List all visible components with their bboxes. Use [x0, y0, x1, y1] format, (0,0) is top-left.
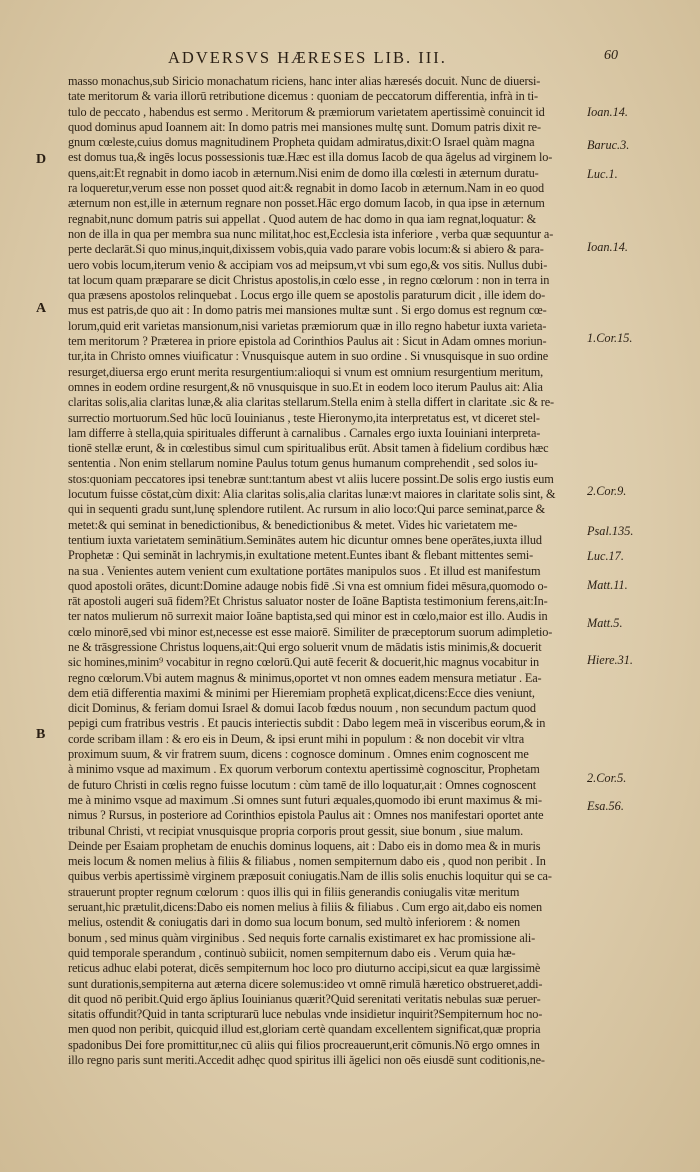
text-line: claritas solis,alia claritas lunæ,& alia claritas stellarum.Stella enim à stella differt in claritate .sic & re- — [68, 395, 554, 410]
text-line: quens,ait:Et regnabit in domo iacob in æternum.Nisi enim de domo illa cœlesti in æternum duratu- — [68, 165, 539, 180]
text-line: regnabit,nunc domum patris sui appellat . Quod autem de hac domo in qua iam regnat,loquatur: & — [68, 211, 537, 226]
text-line: quod dominus apud Ioannem ait: In domo patris mei mansiones multę sunt. Domum patris dixit re- — [68, 119, 541, 134]
text-line: dem etiā differentia maximi & minimi per Hieremiam prophetā explicat,dicens:Ecce dies veniunt, — [68, 685, 535, 700]
section-marker-b: B — [36, 727, 46, 742]
text-line: tat locum quam præparare se dicit Christus apostolis,in cœlo esse , in regno cœlorum : non in terra in — [68, 272, 550, 287]
text-line: strauerunt propter regnum cœlorum : quos illis qui in filiis generandis coniugalis vitæ meritum — [68, 884, 520, 899]
text-line: quibus verbis apertissimè virginem præposuit coniugatis.Nam de illis solis enuchis loquitur qui se ca- — [68, 869, 552, 884]
text-line: rāt apostoli augeri suā fidem?Et Christus saluator noster de Ioāne Baptista testimonium ferens,ait:In- — [68, 594, 548, 609]
body-text — [68, 74, 586, 1068]
text-line: lorum,quid erit varietas mansionum,nisi varietas præmiorum quæ in illo regno habetur iuxta varieta- — [68, 318, 547, 333]
text-line: tem meritorum ? Præterea in priore epistola ad Corinthios Paulus ait : Sicut in Adam omnes moriun- — [68, 334, 547, 349]
section-marker-a: A — [36, 301, 47, 316]
section-marker-d: D — [36, 152, 47, 167]
page-header — [0, 48, 700, 70]
text-line: ra loqueretur,verum esse non posset quod ait:& regnabit in domo Iacob in æternum.Nam in eo quod — [68, 181, 544, 196]
margin-ref-2-cor-5: 2.Cor.5. — [587, 771, 627, 785]
text-line: omnes in eodem ordine resurgent,& nō vnusquisque in suo.Et in eodem loco iterum Paulus ait: Alia — [68, 379, 543, 394]
text-line: perte declarāt.Si quo minus,inquit,dixissem vobis,quia vado parare vobis locum:& si abiero & para- — [68, 242, 544, 257]
margin-ref-baruc-3: Baruc.3. — [587, 138, 630, 152]
margin-ref-psal-135: Psal.135. — [587, 524, 634, 538]
text-line: stos:quoniam peccatores ipsi tenebræ sunt:tantum abest vt aliis lucere possint.De solis ergo iustis eum — [68, 471, 554, 486]
text-line: masso monachus,sub Siricio monachatum riciens, hanc inter alias hæresés docuit. Nunc de diuersi- — [68, 74, 541, 88]
text-line: qua præsens apostolos relinquebat . Locus ergo ille quem se apostolis paraturum dicit , ille idem do- — [68, 288, 546, 303]
text-line: de futuro Christi in cœlis regno fuisse locutum : cùm tamē de illo loquatur,ait : Omnes cognoscent — [68, 777, 537, 792]
text-line: men quod non peribit, quicquid illud est,gloriam certè quandam excellentem significat,quæ propria — [68, 1022, 541, 1037]
text-line: tulo de peccato , habendus est sermo . Meritorum & præmiorum varietatem apertissimè conuincit id — [68, 104, 545, 119]
margin-ref-luc-17: Luc.17. — [587, 549, 624, 563]
text-line: gnum cœleste,cuius domus magnitudinem Propheta quidam admiratus,dixit:O Israel quàm magna — [68, 135, 535, 150]
text-line: nimus ? Rursus, in posteriore ad Corinthios epistola Paulus ait : Omnes nos manifestari oportet ante — [68, 808, 544, 823]
text-line: quid temporale sperandum , continuò subiicit, nomen sempiternum dabo eis . Verum quia hæ- — [68, 945, 516, 960]
text-line: lam differre à stella,quia spirituales differunt à carnalibus . Carnales ergo iuxta Iouiniani interpreta- — [68, 425, 541, 440]
margin-ref-2-cor-9: 2.Cor.9. — [587, 484, 627, 498]
text-line: bonum , sed minus quàm virginibus . Sed nequis forte carnalis existimaret ex hac promissione ali- — [68, 930, 536, 945]
text-line: Prophetæ : Qui seminăt in lachrymis,in exultatione metent.Euntes ibant & flebant mittentes semi- — [68, 548, 534, 563]
text-line: dit quod nō peribit.Quid ergo ăplius Iouinianus quærit?Quid serenitati veritatis nebulas suæ peruer- — [68, 991, 541, 1006]
margin-ref-1-cor-15: 1.Cor.15. — [587, 331, 633, 345]
text-line: metet:& qui seminat in benedictionibus, & benedictionibus & metet. Vides hic varietatem me- — [68, 517, 518, 532]
text-line: sic homines,minim⁹ vocabitur in regno cœlorū.Qui autē fecerit & docuerit,hic magnus vocabitur in — [68, 655, 540, 670]
text-line: tur,ita in Christo omnes viuificatur : Vnusquisque autem in suo ordine . Si vnusquisque in suo ordine — [68, 349, 549, 364]
text-line: non de illa in qua per membra sua nunc militat,hoc est,Ecclesia ista inferiore , verba quæ sequuntur a- — [68, 226, 554, 241]
margin-ref-esa-56: Esa.56. — [587, 799, 624, 813]
text-line: meis locum & nomen melius à filiis & filiabus , nomen sempiternum dabo eis , quod non peribit . In — [68, 854, 546, 869]
text-line: seruant,hic prætulit,dicens:Dabo eis nomen melius à filiis & filiabus . Cum ergo ait,dabo eis nomen — [68, 900, 542, 915]
text-line: cœlo minorē,sed vbi minor est,necesse est esse maiorē. Similiter de præceptorum suorum adimpletio- — [68, 624, 553, 639]
margin-ref-ioan-14: Ioan.14. — [587, 105, 628, 119]
text-line: reticus adhuc elabi poterat, dicēs sempiternum hoc loco pro diuturno accipi,sicut ea quæ largissimè — [68, 961, 541, 976]
text-line: mus est patris,de quo ait : In domo patris mei mansiones multæ sunt . Si ergo domus est regnum cœ- — [68, 303, 547, 318]
text-line: qui in sequenti gradu sunt,lunę splendore rutilent. Ac rursum in alio loco:Qui parce seminat,parce & — [68, 502, 546, 517]
margin-ref-matt-5: Matt.5. — [587, 616, 623, 630]
text-line: æternum non est,ille in æternum regnare non posset.Hāc ergo domum Iacob, in qua ipse in æternum — [68, 196, 545, 211]
text-line: surrectio mortuorum.Sed hūc locū Iouinianus , teste Hieronymo,ita interpretatus est, vt diceret stel- — [68, 410, 540, 425]
text-line: sententia . Non enim stellarum nomine Paulus totum genus humanum comprehendit , sed solos iu- — [68, 456, 538, 471]
text-line: corde scribam illam : & ero eis in Deum, & ipsi erunt mihi in populum : & non docebit vir vltra — [68, 731, 525, 746]
text-line: Deinde per Esaiam prophetam de enuchis dominus loquens, ait : Dabo eis in domo mea & in muris — [68, 838, 541, 853]
text-line: regno cœlorum.Vbi autem magnus & minimus,oportet vt non omnes eadem mensura metiatur . Ea- — [68, 670, 542, 685]
text-line: tentium iuxta varietatem seminātium.Seminātes autem hic dicuntur omnes bene operātes,iuxta illud — [68, 532, 542, 547]
text-line: spadonibus Dei fore promittitur,nec cū aliis qui filios procreauerunt,erit cōmunis.Nō ergo omnes in — [68, 1037, 540, 1052]
text-line: tate meritorum & varia illorū retributione dicemus : quoniam de peccatorum differentia, infrà in ti- — [68, 89, 538, 104]
margin-ref-ioan-14-b: Ioan.14. — [587, 240, 628, 254]
text-line: resurget,diuersa ergo erunt merita resurgentium:alioqui si vnum est omnium resurgentium meritum, — [68, 364, 544, 379]
text-line: quod apostoli orātes, dicunt:Domine adauge nobis fidē .Si vna est omnium fidei mēsura,quomodo o- — [68, 578, 548, 593]
text-line: ne & trāsgressione Christus loquens,ait:Qui ergo soluerit vnum de mādatis istis minimis,& docuerit — [68, 639, 542, 654]
text-line: tribunal Christi, vt recipiat vnusquisque propria corporis prout gessit, siue bonum , siue malum. — [68, 823, 524, 838]
text-line: melius, ostendit & coniugatis dari in domo sua locum bonum, sed multò inferiorem : & nomen — [68, 915, 521, 930]
text-line: dicit Dominus, & feriam domui Israel & domui Iacob fœdus nouum , non secundum pactum quod — [68, 701, 536, 716]
text-line: illo regno paris sunt meriti.Accedit adhęc quod spiritus illi ăgelici non oēs eiusdē sunt coditionis,ne- — [68, 1053, 545, 1067]
margin-ref-hiere-31: Hiere.31. — [587, 653, 633, 667]
margin-ref-luc-1: Luc.1. — [587, 167, 618, 181]
text-line: sunt durationis,sempiterna aut æterna dicere solemus:ideo vt omnē rimulā hæretico obstrueret,addi- — [68, 976, 543, 991]
text-line: uero vobis locum,iterum venio & accipiam vos ad meipsum,vt vbi sum ego,& vos sitis. Nullus dubi- — [68, 257, 548, 272]
text-line: à minimo vsque ad maximum . Ex quorum verborum contextu apertissimè cognoscitur, Prophetam — [68, 762, 540, 777]
text-line: na sua . Venientes autem venient cum exultatione portātes manipulos suos . Et illud est manifestum — [68, 563, 541, 578]
text-line: ter natos mulierum nō surrexit maior Ioāne baptista,sed qui minor est in cœlo,maior est illo. Audis in — [68, 609, 548, 624]
text-line: pepigi cum fratribus vestris . Et paucis interiectis subdit : Dabo legem meā in visceribus eorum,& in — [68, 716, 546, 731]
margin-ref-matt-11: Matt.11. — [587, 578, 628, 592]
text-line: locutum fuisse cōstat,cùm dixit: Alia claritas solis,alia claritas lunæ:vt maiores in claritate solis sint, & — [68, 487, 556, 502]
running-title: ADVERSVS HÆRESES LIB. III. — [168, 48, 447, 67]
text-line: proximum suum, & vir fratrem suum, dicens : cognosce dominum . Omnes enim cognoscent me — [68, 747, 529, 762]
text-line: me à minimo vsque ad maximum .Si omnes sunt futuri æquales,quomodo ibi erunt maximus & mi- — [68, 792, 542, 807]
text-line: est domus tua,& ingēs locus possessionis tuæ.Hæc est illa domus Iacob de qua ăgelus ad virginem lo- — [68, 150, 553, 165]
text-line: tionē stellæ erunt, & in cœlestibus simul cum spiritualibus erūt. Absit tamen à fidelium cordibus hæc — [68, 441, 549, 456]
folio-number: 60 — [604, 48, 618, 63]
text-line: sitatis offundit?Quid in tanta scripturarū luce nebulas vnde insidietur inquirit?Sempiternum hoc no- — [68, 1007, 543, 1022]
